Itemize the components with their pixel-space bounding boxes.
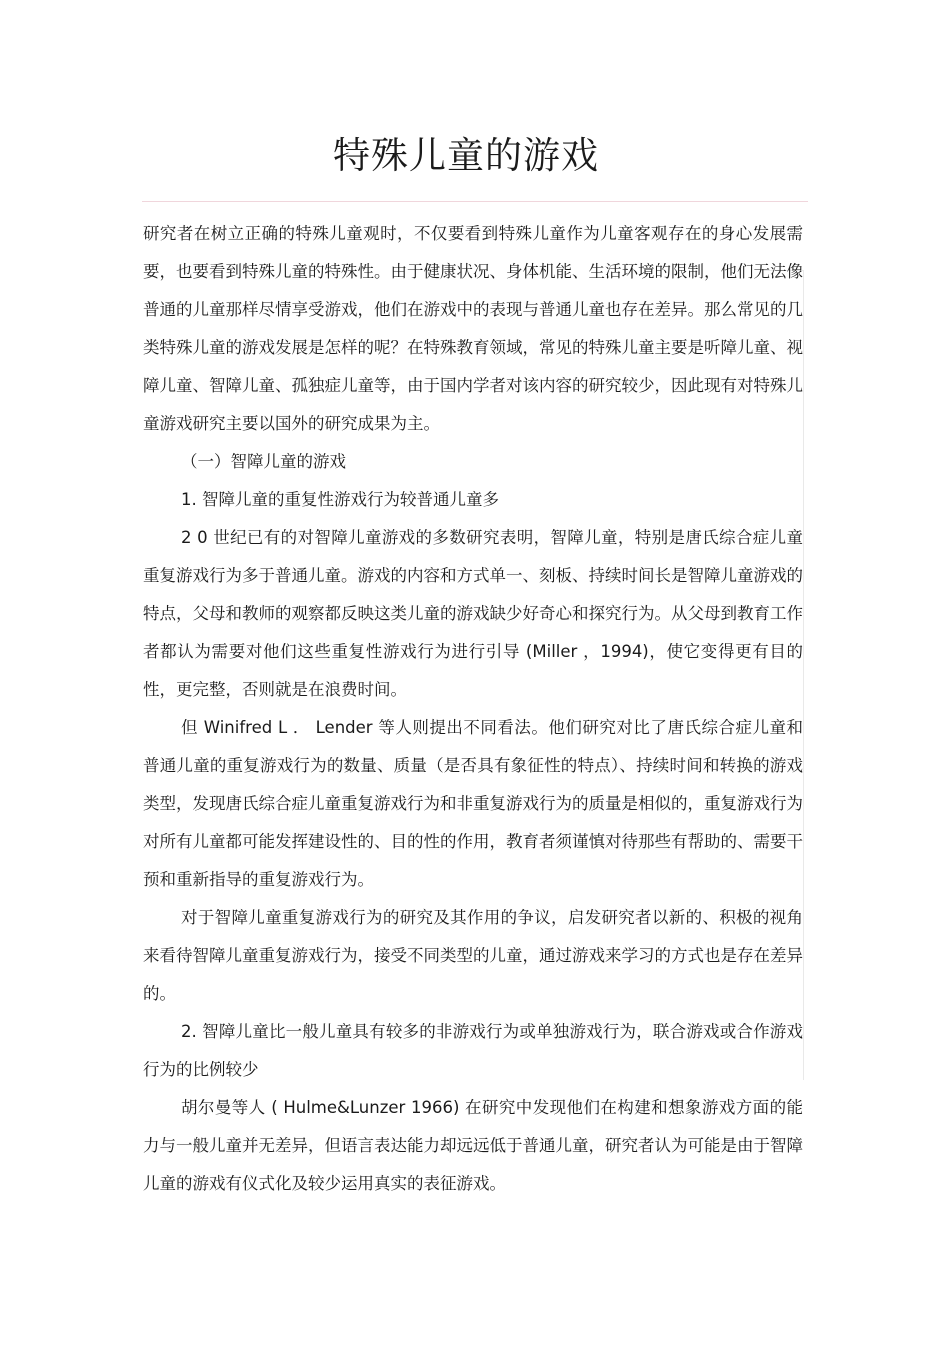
title-divider (142, 201, 808, 202)
margin-vertical-line (803, 270, 804, 1080)
section-heading: （一）智障儿童的游戏 (181, 452, 346, 471)
body-paragraph: 但 Winifred L ． Lender 等人则提出不同看法。他们研究对比了唐氏综合症儿童和普通儿童的重复游戏行为的数量、质量（是否具有象征性的特点）、持续时间和转换的游戏类型，发现唐氏综合症儿童重复游戏行为和非重复游戏行为的质量是相似的，重复游戏行为对所有儿童都可能发挥建设性的、目的性的作用，教育者须谨慎对待那些有帮助的、需要干预和重新指导的重复游戏行为。 (143, 718, 803, 889)
body-paragraph: 2 0 世纪已有的对智障儿童游戏的多数研究表明，智障儿童，特别是唐氏综合症儿童重复游戏行为多于普通儿童。游戏的内容和方式单一、刻板、持续时间长是智障儿童游戏的特点，父母和教师的观察都反映这类儿童的游戏缺少好奇心和探究行为。从父母到教育工作者都认为需要对他们这些重复性游戏行为进行引导 (Miller ，1994)，使它变得更有目的性，更完整，否则就是在浪费时间。 (143, 528, 803, 699)
document-body (143, 215, 803, 1203)
body-paragraph-intro: 研究者在树立正确的特殊儿童观时，不仅要看到特殊儿童作为儿童客观存在的身心发展需要，也要看到特殊儿童的特殊性。由于健康状况、身体机能、生活环境的限制，他们无法像普通的儿童那样尽情享受游戏，他们在游戏中的表现与普通儿童也存在差异。那么常见的几类特殊儿童的游戏发展是怎样的呢？在特殊教育领域，常见的特殊儿童主要是听障儿童、视障儿童、智障儿童、孤独症儿童等，由于国内学者对该内容的研究较少，因此现有对特殊儿童游戏研究主要以国外的研究成果为主。 (143, 224, 803, 433)
document-title: 特殊儿童的游戏 (333, 134, 599, 177)
subsection-heading-2: 2. 智障儿童比一般儿童具有较多的非游戏行为或单独游戏行为，联合游戏或合作游戏行为的比例较少 (143, 1022, 803, 1079)
body-paragraph: 胡尔曼等人 ( Hulme&Lunzer 1966) 在研究中发现他们在构建和想象游戏方面的能力与一般儿童并无差异，但语言表达能力却远远低于普通儿童，研究者认为可能是由于智障儿童的游戏有仪式化及较少运用真实的表征游戏。 (143, 1098, 803, 1193)
subsection-heading-1: 1. 智障儿童的重复性游戏行为较普通儿童多 (181, 490, 499, 509)
body-paragraph: 对于智障儿童重复游戏行为的研究及其作用的争议，启发研究者以新的、积极的视角来看待智障儿童重复游戏行为，接受不同类型的儿童，通过游戏来学习的方式也是存在差异的。 (143, 908, 803, 1003)
